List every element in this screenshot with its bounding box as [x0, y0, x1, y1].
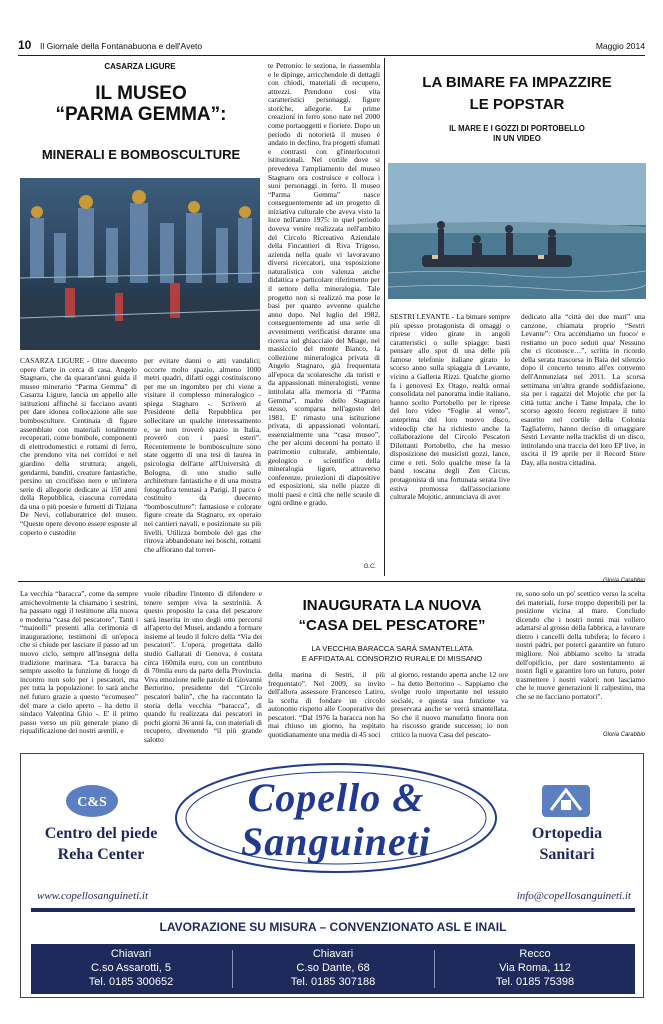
pescatore-title-line2: “CASA DEL PESCATORE”: [298, 616, 486, 634]
pescatore-signature: Gloria Carabbio: [602, 732, 645, 738]
pescatore-col1: La vecchia “baracca”, come da sempre amichevolmente la chiamano i sestrini, ha passato oggi il testimone alla nuova e moderna “casa del pescatore”. Tanti i “mainolli” presenti alla cerimonia di inaugurazione, testimoni di un'epoca che si chiude per lasciare il passo ad un nuovo ciclo, sempre all'insegna della tradizione marinara. “La baracca ha sempre assolto la funzione di luogo di incontro non solo per i pescatori, ma per tutta la popolazione: lo sarà anche nel futuro grazie a questo “ecomuseo” del mare a cielo aperto – ha detto il sindaco Valentina Ghio -. E' il primo passo verso un più generale piano di riqualificazione dei nostri arenili, e: [20, 589, 138, 736]
pescatore-subtitle: [268, 644, 516, 664]
publication-name: Il Giornale della Fontanabuona e dell'Aveto: [40, 41, 203, 51]
ad-left-title: [31, 824, 171, 866]
museo-col2: per evitare danni o atti vandalici; occorre molto spazio, almeno 1000 metri quadri, difatti oggi costituiscono per me un ingombro per chi viene a visitare il complesso mineralogico - spiega Stagnaro -. Scriverò al Presidente della Repubblica per sollecitare un qualche interessamento e, se non troverò spazio in Italia, proverò con i paesi esteri”. Recentemente le bombosculture sono state oggetto di una tesi di laurea in psicologia dell'arte all'Università di Bologna, di uno studio sulle architetture fantastiche e di una mostra fotografica tenutasi a Parigi. Il parco è costituito da duecento “bombosculture”: fantasiose e colorate figure create da Stagnaro, ex operaio nei cantieri navali, e posizionate su più livelli. Utilizza bombole del gas che ritrova abbandonate nei boschi, rottami che affiorano dal torren-: [144, 356, 261, 554]
ad-right-title-line1: Ortopedia: [531, 825, 603, 842]
ad-right-title: [499, 824, 635, 866]
ad-left-title-line1: Centro del piede: [44, 825, 158, 842]
address-phone: Tel. 0185 300652: [88, 975, 174, 988]
address-city: Chiavari: [110, 948, 152, 960]
museo-col1: CASARZA LIGURE - Oltre duecento opere d'arte in cerca di casa. Angelo Stagnaro, che da quarant'anni guida il museo minerario “Parma Gemma” di Casarza Ligure, lancia un appello alle istituzioni affinché si facciano avanti per dare idonea collocazione alle sue bombosculture. Centinaia di figure assemblate con materiali totalmente recuperati, come bombole, componenti di elettrodomestici e rottami di ferro, che prendono vita nei corridoi e nel giardino della struttura; angeli, gendarmi, banditi, creature fantastiche, persino un crocifisso nero e un'intera serie di allegorie dedicate ai 150 anni della Repubblica, ciascuna corredata da una o più poesie e fumetti di Tiziana De Nevi, collaboratrice del museo. “Queste opere devono essere esposte al coperto e custodite: [20, 356, 137, 537]
svg-text:C&S: C&S: [77, 795, 107, 810]
ad-email[interactable]: info@copellosanguineti.it: [516, 890, 631, 902]
address-divider: [232, 950, 233, 988]
address-divider: [434, 950, 435, 988]
address-city: Chiavari: [312, 948, 354, 960]
logo-text-line1: Copello &: [247, 775, 425, 820]
pescatore-title-line1: INAUGURATA LA NUOVA: [302, 597, 482, 614]
bimare-photo: [388, 163, 646, 299]
column-divider: [384, 58, 385, 576]
pescatore-subtitle-line2: E AFFIDATA AL CONSORZIO RURALE DI MISSANO: [301, 653, 483, 663]
museo-title: [18, 83, 264, 126]
ad-right-title-line2: Sanitari: [539, 845, 595, 863]
bimare-title-line2: LE POPSTAR: [469, 95, 565, 113]
museo-title-line1: IL MUSEO: [95, 83, 187, 104]
advertisement: [20, 753, 644, 998]
page-header: [18, 38, 645, 54]
bimare-title: [388, 72, 646, 116]
address-chiavari-dante: [233, 944, 433, 994]
logo-text-line2: Sanguineti: [240, 819, 432, 864]
address-phone: Tel. 0185 75398: [495, 975, 575, 988]
pescatore-title: [268, 596, 516, 635]
address-street: C.so Dante, 68: [296, 961, 370, 974]
ad-blue-rule: [31, 908, 635, 912]
bimare-title-line1: LA BIMARE FA IMPAZZIRE: [422, 74, 612, 91]
copello-sanguineti-logo: [171, 760, 501, 880]
address-chiavari-assarotti: [31, 944, 231, 994]
museo-subtitle: MINERALI E BOMBOSCULTURE: [41, 147, 241, 162]
address-recco-roma: [435, 944, 635, 994]
header-rule: [18, 55, 645, 56]
museo-signature: G.C.: [363, 564, 376, 570]
page-number: 10: [18, 38, 32, 52]
ad-tagline: LAVORAZIONE SU MISURA – CONVENZIONATO ASL E INAIL: [159, 920, 507, 934]
address-street: Via Roma, 112: [499, 961, 571, 974]
section-rule: [18, 581, 645, 582]
bimare-subtitle-line1: IL MARE E I GOZZI DI PORTOBELLO: [449, 124, 585, 133]
bimare-subtitle-line2: IN UN VIDEO: [493, 133, 541, 143]
bimare-col2: dedicato alla “città dei due mari” una canzone, chiamata proprio “Sestri Levante”: Ora accendiamo un fuoco/ e restiamo un poco seduti qua/ Nessuno che ci riconosce…”, scritta in ricordo della serata trascorsa in Baia del silenzio dopo il concerto tenuto all'ex convento dell'Annunziata nel 2011. La scorsa settimana un'altra grande soddisfazione, sia per i ragazzi del Mojotic che per la città tutta: anche i Tame Impala, che lo scorso agosto fecero registrare il tutto esaurito nel cortile della Colonia Tagliaferro, hanno deciso di omaggiare Sestri Levante nella tracklist di un disco, intitolando una traccia del loro EP live, in uscita il 19 aprile per il Record Store Day, alla nostra cittadina.: [521, 312, 645, 467]
address-city: Recco: [519, 948, 551, 960]
museo-col3: te Petronio: le seziona, le riassembla e le dipinge, arricchendole di dettagli con chiodi, materiali di recupero, attrezzi. Prendono così vita caratteristici personaggi, figure storiche, allegorie. Le prime creazioni in ferro sono nate nel 2000 come portaoggetti e fioriere. Dopo un periodo di notorietà il museo è andato in declino, fra progetti sfumati e contrasti con gl'interlocutori istituzionali. Nel cortile dove si prevedeva l'ampliamento del museo Stagnaro ora costruisce e colloca i suoi personaggi in ferro. Il museo “Parma Gemma” nasce conseguentemente ad un progetto di iniziativa culturale che aveva visto la luce nell'anno 1975: in quel periodo doveva venire realizzata nell'ambito del Circolo Ricreativo Aziendale della Fincantieri di Riva Trigoso, azienda nella quale vi lavoravano diversi ricercatori, una esposizione naturalistica con valenza anche didattica e particolare riferimento per il settore della mineralogia. Tale progetto non si realizzò ma pose le basi per quanto avvenne qualche anno dopo. Nel luglio del 1982, conseguentemente ad una serie di avvenimenti verificatisi durante una ricerca sul ghiacciaio del Miage, nel massiccio del monte Bianco, la collezione mineralogica privata di Angelo Stagnaro, già frequentata all'epoca da scolaresche ,da turisti e da appassionati mineralogisti, venne intitolata alla memoria di “Parma Gemma”, madre dello Stagnaro stesso, scomparsa nell'agosto del 1981. E' rimasto una istituzione privata, di appassionati volontari, essenzialmente una “casa museo”, che per alcuni decenni ha portato il patrimonio culturale, ambientale, geologico e scientifico della mineralogia ligure, attraverso conferenze, proiezioni di diapositive ed esposizioni, sia nelle piazze di molti paesi e città che nelle scuole di ogni ordine e grado.: [268, 61, 380, 508]
pescatore-col5: re, sono solo un po' scettico verso la scelta dei materiali, forse troppo deperibili per la posizione vicina al mare. Concludo dicendo che i nostri nonni mai vollero adattarsi al grosso della fabbrica, a lavorare dietro i cancelli della tubifera; lo fecero i nostri padri, per poterci garantire un futuro migliore. Noi abbiamo scelto la strada dell'opificio, per dare sostentamento ai nostri figli e garantire loro un futuro, poter trasmettere i nostri valori: non lasciamo che le nuove generazioni li calpestino, ma che se ne facciano portatori”.: [516, 589, 645, 701]
ortopedia-emblem-icon: [541, 784, 591, 818]
pescatore-col2: vuole ribadire l'intento di difendere e tenere sempre viva la sestrinità. A questo proposito la casa del pescatore sarà inserita in uno degli otto percorsi all'aperto dei Musei, andando a formare insieme al leudo il fulcro della “Via dei pescatori”. L'opera, progettata dallo studio Gallarati di Genova, è costata circa 160mila euro, con un contributo di 70mila euro da parte della Provincia. Viva emozione nelle parole di Giovanni Bertorino, presidente del “Circolo pescatori balin”, che ha raccontato la storia della vecchia “baracca”, di quando fu realizzata dai pescatori in pochi giorni 36 anni fa, con materiali di recupero, divenendo “il più grande salotto: [144, 589, 262, 744]
bimare-subtitle: [388, 124, 646, 143]
museo-title-line2: “PARMA GEMMA”:: [55, 104, 227, 126]
pescatore-subtitle-line1: LA VECCHIA BARACCA SARÀ SMANTELLATA: [311, 644, 473, 653]
ad-left-title-line2: Reha Center: [57, 845, 145, 863]
museo-photo: [20, 178, 260, 350]
ad-website[interactable]: www.copellosanguineti.it: [37, 890, 149, 902]
address-street: C.so Assarotti, 5: [90, 961, 172, 974]
pescatore-col4: al giorno, restando aperta anche 12 ore – ha detto Bertorino -. Sappiamo che svolge ruolo importante nel tessuto sociale, e questa sua funzione va preservata anche se verrà smantellata. So che il nuovo manufatto finora non ha riscosso grande successo; io non critico la nuova Casa del pescato-: [391, 670, 508, 740]
cs-emblem-icon: [65, 784, 119, 818]
address-phone: Tel. 0185 307188: [290, 975, 376, 988]
bimare-col1: SESTRI LEVANTE - La bimare sempre più spesso protagonista di omaggi o riprese video girate in angoli caratteristici o sulle spiagge: basti pensare allo spot di una delle più famose telefonie italiane girato lo scorso anno sulla spiaggia di Levante, vicino a Galleria Rizzi. Qualche giorno fa i genovesi Ex Otago, realtà ormai consolidata nel panorama indie italiano, hanno scelto Portobello per le riprese del loro video “Foglie al vento”, anteprima del loro nuovo disco, videoclip che ha richiesto anche la collaborazione del Circolo Pescatori Dilettanti Portobello, che ha messo disposizione dei musicisti gozzi, lance, cime e reti. Solo qualche mese fa la band toscana degli Zen Circus, protagonista di una fortunata serata live estiva promossa dall'associazione culturale Mojotic, annunciava di aver: [390, 312, 510, 502]
ad-address-bar: [31, 944, 635, 994]
museo-kicker: CASARZA LIGURE: [104, 62, 176, 71]
pescatore-col3: della marina di Sestri, il più frequentato”. Nel 2009, su invito dell'allora assessore Francesco Latiro, la scelta di fondare un circolo autonomo rispetto alle Cooperative dei pescatori. “Dal 1976 la baracca non ha mai chiuso un giorno, ha ospitato quotidianamente una media di 45 soci: [268, 670, 385, 740]
issue-date: Maggio 2014: [595, 41, 645, 51]
